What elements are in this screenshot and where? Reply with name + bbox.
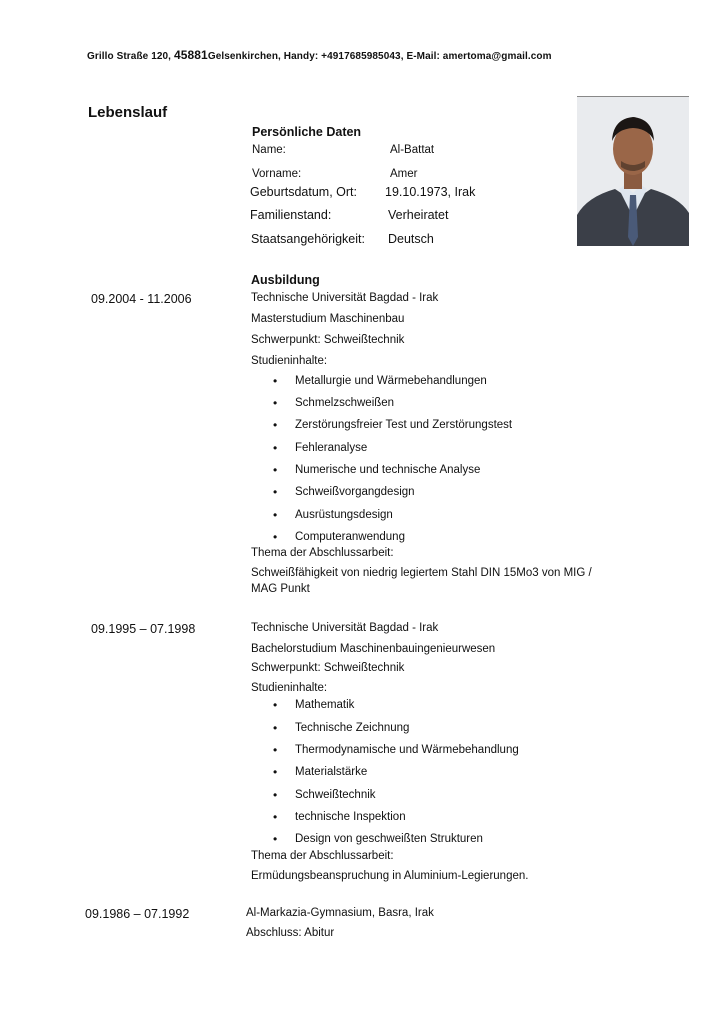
birth-label: Geburtsdatum, Ort: [250,185,357,199]
list-item: • Numerische und technische Analyse [273,463,481,477]
entry-2-line: Bachelorstudium Maschinenbauingenieurwesen [251,643,496,655]
entry-1-thesis: Schweißfähigkeit von niedrig legiertem Stahl DIN 15Mo3 von MIG / [251,567,592,579]
list-item: • Technische Zeichnung [273,721,410,735]
list-item: • Schweißvorgangdesign [273,485,415,499]
list-item: • Metallurgie und Wärmebehandlungen [273,374,487,388]
entry-1-thesis-label: Thema der Abschlussarbeit: [251,547,394,559]
address-suffix: Gelsenkirchen, Handy: +4917685985043, E-Mail: amertoma@gmail.com [207,51,552,62]
list-item: • Fehleranalyse [273,441,368,455]
list-item: • Zerstörungsfreier Test und Zerstörungstest [273,418,513,432]
list-item: • Materialstärke [273,765,368,779]
firstname-label: Vorname: [252,168,302,180]
entry-1-line: Studieninhalte: [251,355,328,367]
name-label: Name: [252,144,286,156]
list-item: • Design von geschweißten Strukturen [273,832,483,846]
personal-data-heading: Persönliche Daten [252,125,362,139]
entry-2-date: 09.1995 – 07.1998 [91,622,196,636]
entry-3-date: 09.1986 – 07.1992 [85,907,190,921]
entry-1-thesis: MAG Punkt [251,583,310,595]
contact-line [87,48,552,62]
entry-1-line: Masterstudium Maschinenbau [251,313,405,325]
marital-value: Verheiratet [388,208,449,222]
profile-photo [577,96,689,246]
entry-2-thesis: Ermüdungsbeanspruchung in Aluminium-Legierungen. [251,870,529,882]
entry-1-line: Schwerpunkt: Schweißtechnik [251,334,405,346]
entry-1-line: Technische Universität Bagdad - Irak [251,292,439,304]
entry-2-line: Technische Universität Bagdad - Irak [251,622,439,634]
list-item: • Mathematik [273,698,355,712]
entry-2-line: Studieninhalte: [251,682,328,694]
entry-3-line: Al-Markazia-Gymnasium, Basra, Irak [246,907,434,919]
firstname-value: Amer [390,168,418,180]
marital-label: Familienstand: [250,208,332,222]
portrait-image [577,97,689,246]
education-heading: Ausbildung [251,273,320,287]
entry-1-date: 09.2004 - 11.2006 [91,292,192,306]
entry-2-thesis-label: Thema der Abschlussarbeit: [251,850,394,862]
list-item: • Computeranwendung [273,530,405,544]
name-value: Al-Battat [390,144,435,156]
list-item: • Ausrüstungsdesign [273,508,393,522]
list-item: • Thermodynamische und Wärmebehandlung [273,743,519,757]
list-item: • Schweißtechnik [273,788,376,802]
birth-value: 19.10.1973, Irak [385,185,476,199]
list-item: • technische Inspektion [273,810,406,824]
address-prefix: Grillo Straße 120, [87,51,174,62]
nationality-label: Staatsangehörigkeit: [251,232,365,246]
page-title: Lebenslauf [88,104,168,121]
postcode: 45881 [173,48,208,62]
entry-2-line: Schwerpunkt: Schweißtechnik [251,662,405,674]
list-item: • Schmelzschweißen [273,396,395,410]
entry-3-line: Abschluss: Abitur [246,927,335,939]
nationality-value: Deutsch [388,232,434,246]
